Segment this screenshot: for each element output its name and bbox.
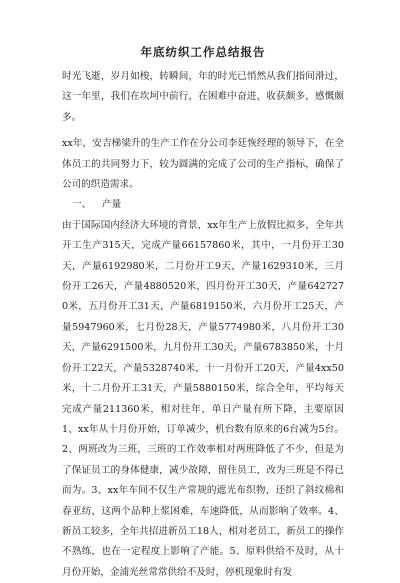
production-paragraph: 由于国际国内经济大环境的背景，xx年生产上放假比拟多，全年共开工生产315天，完成产量66157860米，其中，一月份开工30天，产量6192980米，二月份开工9天，产量1629310米，三月份开工26天，产量4880520米，四月份开工30天，产量6427270米，五月份开工31天，产量6819150米，六月份开工25天，产量5947960米，七月份28天，产量5774980米，八月份开工30天，产量6291500米，九月份开工30天，产量6783850米，十月份开工22天，产量5328740米，十一月份开工20天，产量4xx50米，十二月份开工31天，产量5880150米，综合全年，平均每天完成产量211360米，相对往年，单日产量有所下降，主要原因1、xx年从十月份开始，订单减少，机台数有原来的6台减为5台。2、两班改为三班，三班的工作效率相对两班降低了不少，但是为了保证员工的身体健康，减少故障，留住员工，改为三班是不得已而为。3、xx年车间不仅生产常规的遮光布织物，还织了斜纹棉和春亚纺，这两个品种上浆困难，车速降低，从而影响了效率。4、新员工较多，全年共招进新员工18人，相对老员工，新员工的操作不熟练，也在一定程度上影响了产能。5、原料供给不及时，从十月份开始，金浦光丝常常供给不及时，停机现象时有发: [62, 219, 344, 578]
document-title: 年底纺织工作总结报告: [140, 45, 266, 59]
section-heading-production: [62, 195, 344, 215]
summary-paragraph: xx年，安吉梯梁升的生产工作在分公司李廷恢经理的领导下，在全体员工的共同努力下，较为圆满的完成了公司的生产指标，确保了公司的织造需求。: [62, 138, 344, 191]
section-number: 一、: [72, 199, 92, 211]
intro-paragraph: 时光飞逝，岁月如梭，转瞬间，年的时光已悄然从我们指间滑过，这一年里，我们在坎坷中前行，在困难中奋进，收获颇多，感慨颇多。: [62, 71, 344, 123]
section-heading-text: 产量: [102, 199, 122, 211]
